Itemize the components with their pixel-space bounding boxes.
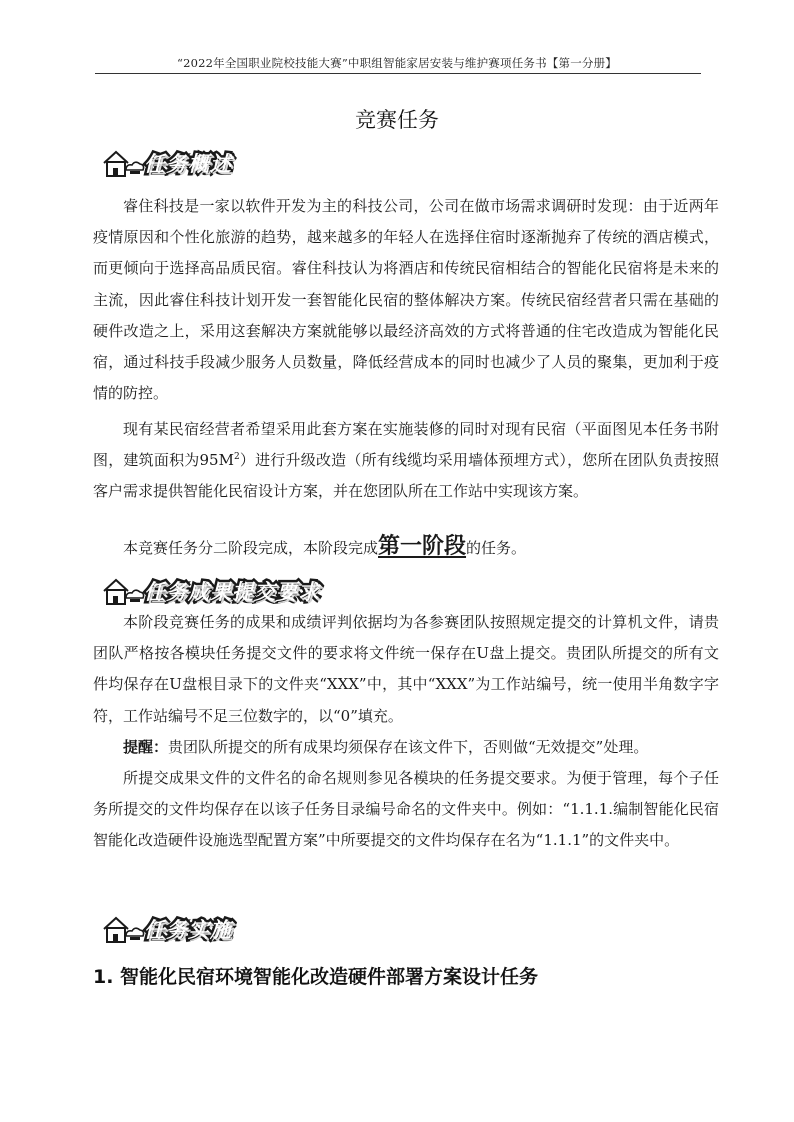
house-cloud-icon [98,912,146,946]
header-rule [95,73,701,74]
section-label-overview: 任务概述 [144,152,232,176]
submission-text [93,607,719,857]
section-label-implementation: 任务实施 [144,918,232,942]
overview-paragraph-2 [93,414,719,508]
section-label-submission: 任务成果提交要求 [144,580,320,604]
stage-prefix: 本竞赛任务分二阶段完成，本阶段完成 [123,539,379,557]
overview-text-2 [93,414,719,508]
reminder-label: 提醒： [123,737,169,756]
area-superscript: 2 [233,452,240,463]
page-title: 竞赛任务 [355,108,439,132]
stage-suffix: 的任务。 [466,539,527,557]
house-cloud-icon [98,146,146,180]
task-1-heading: 1. 智能化民宿环境智能化改造硬件部署方案设计任务 [93,966,539,988]
submission-reminder [93,732,719,763]
submission-paragraph-3: 所提交成果文件的文件名的命名规则参见各模块的任务提交要求。为便于管理，每个子任务所提交的文件均保存在以该子任务目录编号命名的文件夹中。例如：“1.1.1.编制智能化民宿智能化改造硬件设施选型配置方案”中所要提交的文件均保存在名为“1.1.1”的文件夹中。 [93,769,719,850]
stage-statement [93,531,719,564]
overview-text [93,191,719,409]
stage-emphasis: 第一阶段 [378,534,467,559]
overview-paragraph-2-part-a: 现有某民宿经营者希望采用此套方案在实施装修的同时对现有民宿（平面图见本任务书附图，建筑面积为95M [93,420,719,470]
section-banner-overview [98,146,232,180]
running-header: “2022年全国职业院校技能大赛”中职组智能家居安装与维护赛项任务书【第一分册】 [176,56,618,70]
submission-paragraph-1: 本阶段竞赛任务的成果和成绩评判依据均为各参赛团队按照规定提交的计算机文件，请贵团队严格按各模块任务提交文件的要求将文件统一保存在U盘上提交。贵团队所提交的所有文件均保存在U盘根目录下的文件夹“XXX”中，其中“XXX”为工作站编号，统一使用半角数字字符，工作站编号不足三位数字的，以“0”填充。 [93,613,719,725]
house-cloud-icon [98,574,146,608]
overview-paragraph-2-part-b: ）进行升级改造（所有线缆均采用墙体预埋方式），您所在团队负责按照客户需求提供智能化民宿设计方案，并在您团队所在工作站中实现该方案。 [93,451,719,501]
section-banner-implementation [98,912,232,946]
section-banner-submission [98,574,320,608]
stage-line [93,531,719,564]
overview-paragraph-1: 睿住科技是一家以软件开发为主的科技公司，公司在做市场需求调研时发现：由于近两年疫情原因和个性化旅游的趋势，越来越多的年轻人在选择住宿时逐渐抛弃了传统的酒店模式，而更倾向于选择高品质民宿。睿住科技认为将酒店和传统民宿相结合的智能化民宿将是未来的主流，因此睿住科技计划开发一套智能化民宿的整体解决方案。传统民宿经营者只需在基础的硬件改造之上，采用这套解决方案就能够以最经济高效的方式将普通的住宅改造成为智能化民宿，通过科技手段减少服务人员数量，降低经营成本的同时也减少了人员的聚集，更加利于疫情的防控。 [93,197,719,403]
reminder-text: 贵团队所提交的所有成果均须保存在该文件下，否则做“无效提交”处理。 [168,737,649,756]
